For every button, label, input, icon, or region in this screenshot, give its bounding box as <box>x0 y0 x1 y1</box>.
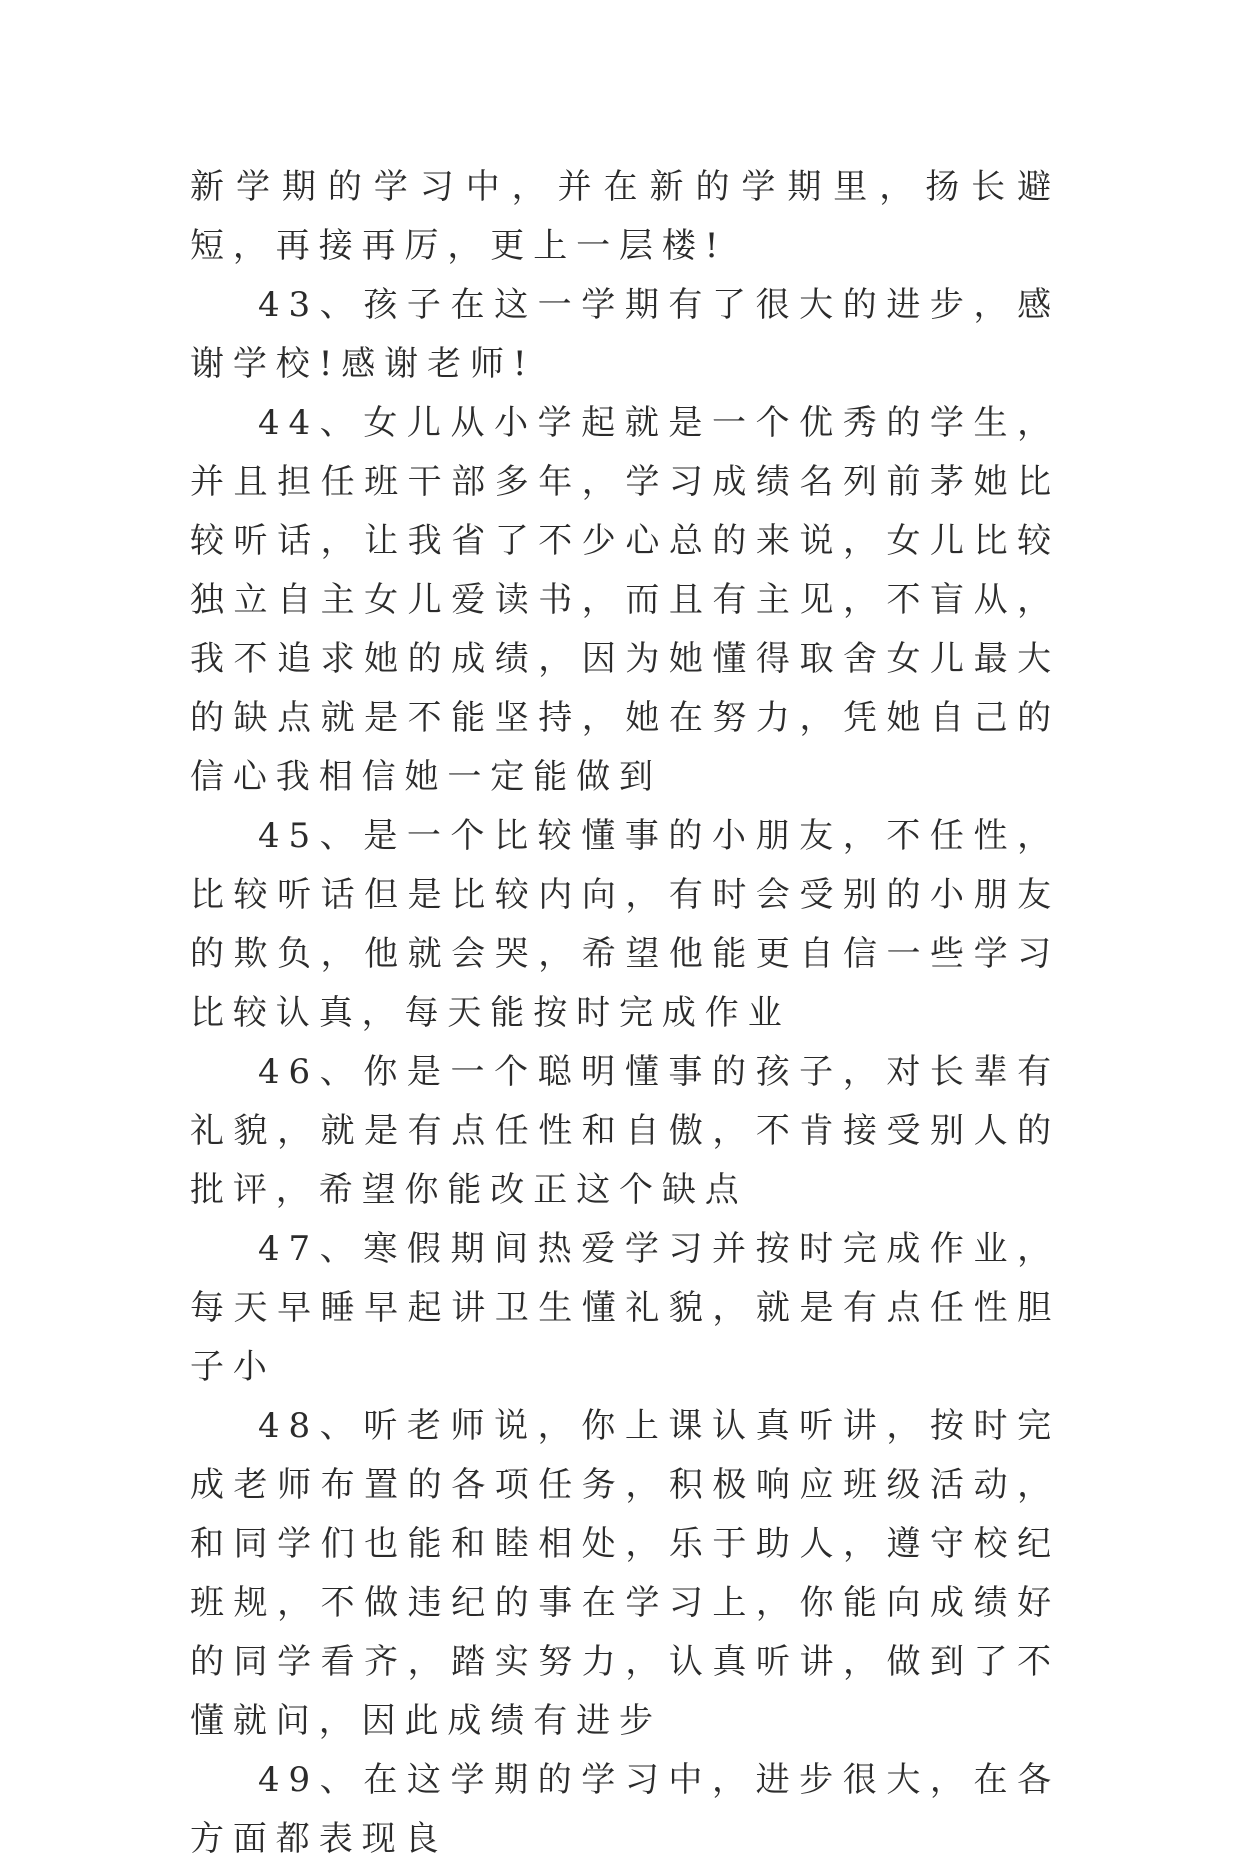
paragraph-45: 45、是一个比较懂事的小朋友，不任性，比较听话但是比较内向，有时会受别的小朋友的欺负，他就会哭，希望他能更自信一些学习比较认真，每天能按时完成作业 <box>190 816 1060 1033</box>
paragraph-continuation: 新学期的学习中，并在新的学期里，扬长避短，再接再厉，更上一层楼! <box>190 167 1060 266</box>
paragraph-48: 48、听老师说，你上课认真听讲，按时完成老师布置的各项任务，积极响应班级活动，和同学们也能和睦相处，乐于助人，遵守校纪班规，不做违纪的事在学习上，你能向成绩好的同学看齐，踏实努力，认真听讲，做到了不懂就问，因此成绩有进步 <box>190 1406 1060 1741</box>
paragraph-47: 47、寒假期间热爱学习并按时完成作业，每天早睡早起讲卫生懂礼貌，就是有点任性胆子小 <box>190 1229 1060 1387</box>
paragraph-44: 44、女儿从小学起就是一个优秀的学生，并且担任班干部多年，学习成绩名列前茅她比较听话，让我省了不少心总的来说，女儿比较独立自主女儿爱读书，而且有主见，不盲从，我不追求她的成绩，因为她懂得取舍女儿最大的缺点就是不能坚持，她在努力，凭她自己的信心我相信她一定能做到 <box>190 403 1060 797</box>
paragraph-46: 46、你是一个聪明懂事的孩子，对长辈有礼貌，就是有点任性和自傲，不肯接受别人的批评，希望你能改正这个缺点 <box>190 1052 1060 1210</box>
paragraph-43: 43、孩子在这一学期有了很大的进步，感谢学校!感谢老师! <box>190 285 1060 384</box>
paragraph-49: 49、在这学期的学习中，进步很大，在各方面都表现良 <box>190 1760 1060 1859</box>
document-body <box>190 158 1060 1869</box>
